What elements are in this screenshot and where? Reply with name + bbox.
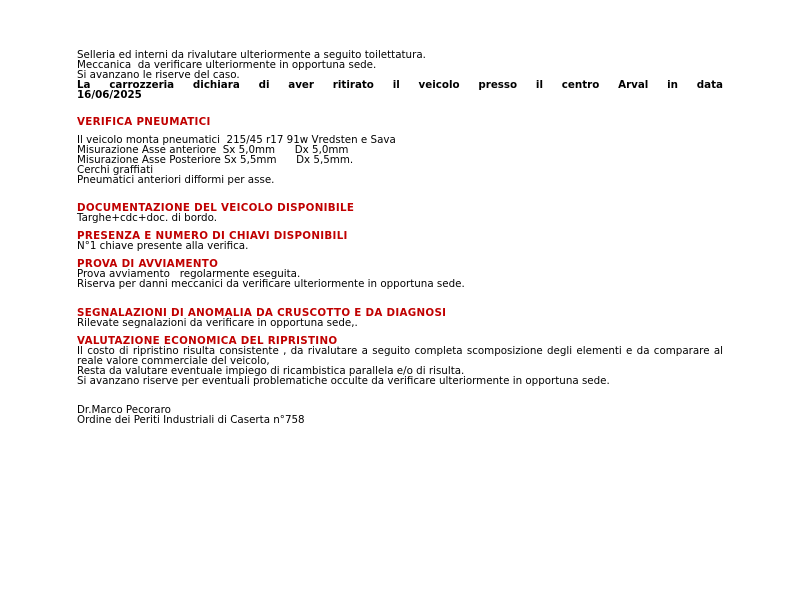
intro-line-3: Si avanzano le riserve del caso.	[77, 69, 240, 81]
intro-bold-line-1: La carrozzeria dichiara di aver ritirato il veicolo presso il centro Arval in data	[77, 79, 723, 91]
intro-line-1: Selleria ed interni da rivalutare ulteriormente a seguito toilettatura.	[77, 49, 426, 61]
startup-line-1: Prova avviamento regolarmente eseguita.	[77, 268, 301, 280]
tyres-line-3: Misurazione Asse Posteriore Sx 5,5mm Dx 5,5mm.	[77, 154, 354, 166]
tyres-line-4: Cerchi graffiati	[77, 164, 154, 176]
signature-name: Dr.Marco Pecoraro	[77, 404, 171, 416]
valuation-line-3: Resta da valutare eventuale impiego di ricambistica parallela e/o di risulta.	[77, 365, 465, 377]
document-page	[77, 50, 723, 425]
tyres-line-5: Pneumatici anteriori difformi per asse.	[77, 174, 275, 186]
tyres-heading: VERIFICA PNEUMATICI	[77, 116, 211, 128]
documents-text: Targhe+cdc+doc. di bordo.	[77, 212, 217, 224]
documents-heading: DOCUMENTAZIONE DEL VEICOLO DISPONIBILE	[77, 202, 355, 214]
keys-heading: PRESENZA E NUMERO DI CHIAVI DISPONIBILI	[77, 230, 348, 242]
valuation-paragraph-2: Si avanzano riserve per eventuali problematiche occulte da verificare ulteriormente in opportuna sede.	[77, 375, 610, 387]
signature-order: Ordine dei Periti Industriali di Caserta n°758	[77, 414, 305, 426]
valuation-heading: VALUTAZIONE ECONOMICA DEL RIPRISTINO	[77, 335, 338, 347]
intro-bold-line-2: 16/06/2025	[77, 89, 142, 101]
tyres-line-2: Misurazione Asse anteriore Sx 5,0mm Dx 5,0mm	[77, 144, 349, 156]
intro-line-2: Meccanica da verificare ulteriormente in opportuna sede.	[77, 59, 377, 71]
dashboard-heading: SEGNALAZIONI DI ANOMALIA DA CRUSCOTTO E DA DIAGNOSI	[77, 307, 447, 319]
startup-heading: PROVA DI AVVIAMENTO	[77, 258, 219, 270]
keys-text: N°1 chiave presente alla verifica.	[77, 240, 249, 252]
startup-line-2: Riserva per danni meccanici da verificare ulteriormente in opportuna sede.	[77, 278, 465, 290]
tyres-line-1: Il veicolo monta pneumatici 215/45 r17 91w Vredsten e Sava	[77, 134, 396, 146]
valuation-paragraph-1: Il costo di ripristino risulta consistente , da rivalutare a seguito completa scomposizione degli elementi e da comparare al reale valore commerciale del veicolo,	[77, 345, 723, 367]
dashboard-text: Rilevate segnalazioni da verificare in opportuna sede,.	[77, 317, 358, 329]
